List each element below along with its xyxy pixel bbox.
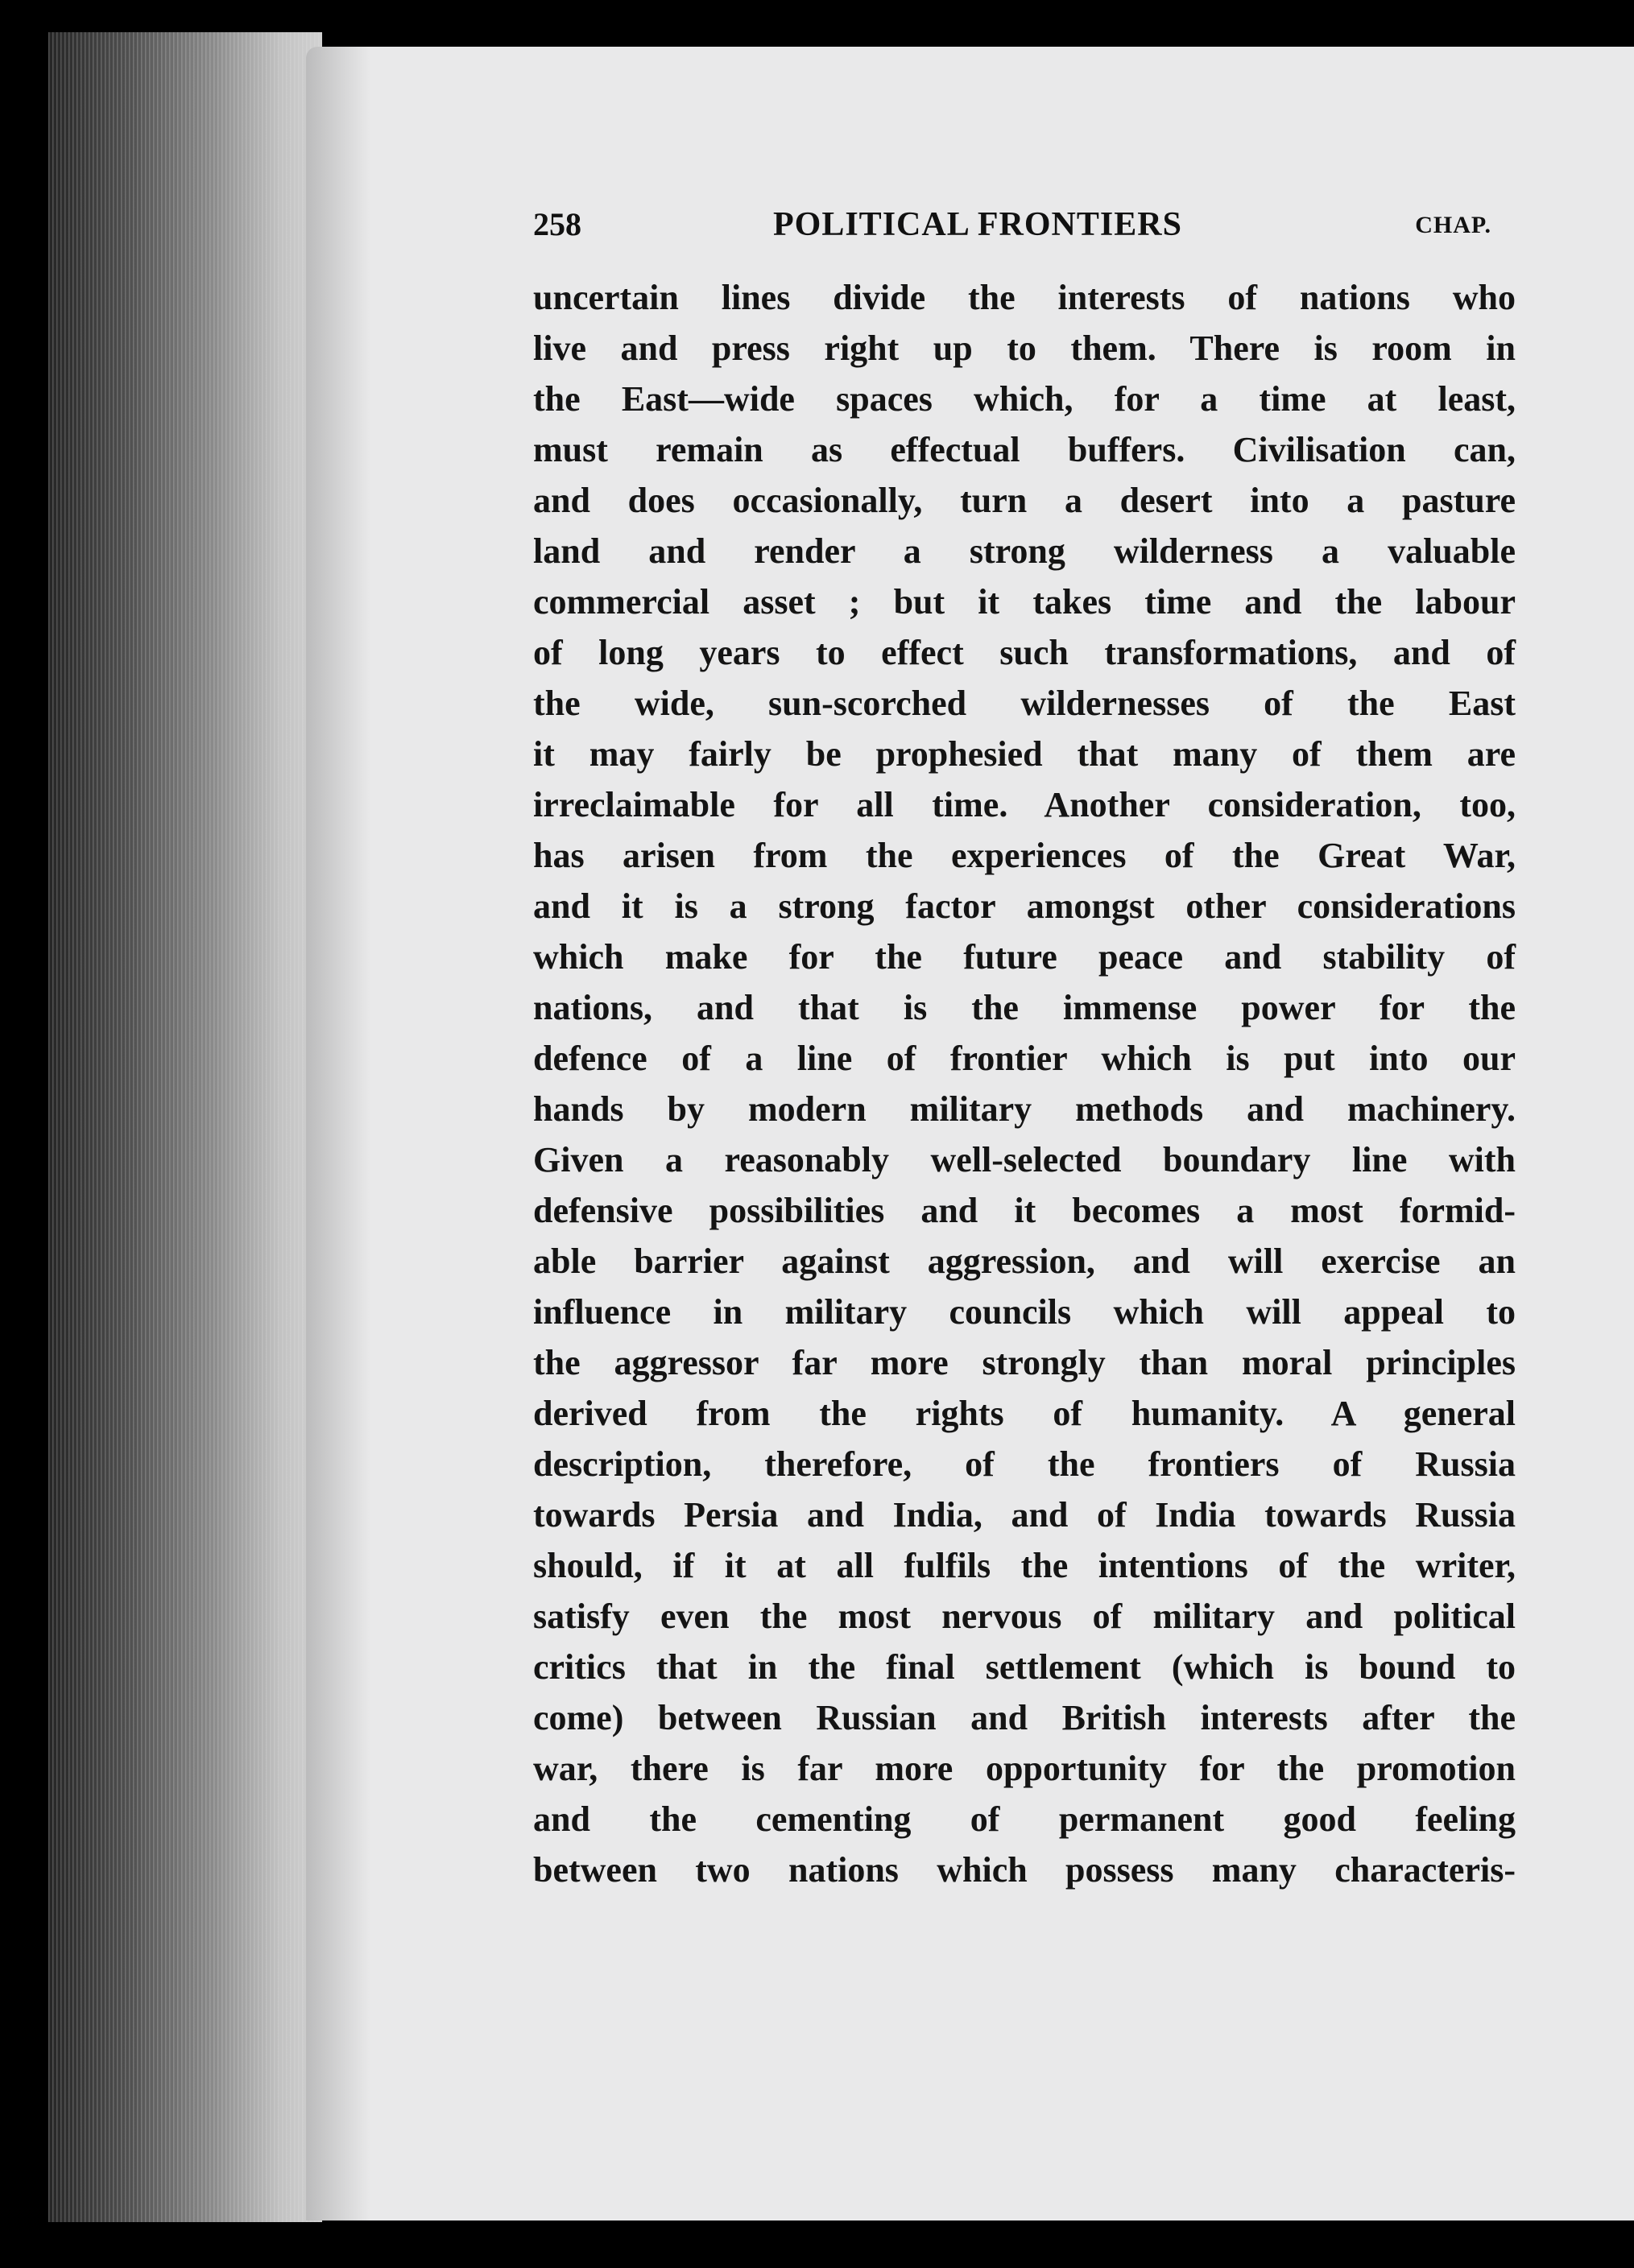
text-line: defence of a line of frontier which is put into our [533,1039,1516,1078]
text-line: must remain as effectual buffers. Civilisation can, [533,430,1516,469]
text-line: and it is a strong factor amongst other considerations [533,886,1516,926]
page-number: 258 [533,206,581,242]
text-line: hands by modern military methods and machinery. [533,1089,1516,1129]
text-line: the wide, sun-scorched wildernesses of the East [533,684,1516,723]
text-line: commercial asset ; but it takes time and the labour [533,582,1516,622]
text-line: towards Persia and India, and of India towards Russia [533,1495,1516,1535]
text-line: able barrier against aggression, and will exercise an [533,1241,1516,1281]
text-line: and does occasionally, turn a desert into a pasture [533,481,1516,520]
text-line: Given a reasonably well-selected boundary line with [533,1140,1516,1179]
text-line: uncertain lines divide the interests of nations who [533,278,1516,317]
text-line: the aggressor far more strongly than moral principles [533,1343,1516,1382]
running-header [533,205,1500,254]
text-line: critics that in the final settlement (which is bound to [533,1647,1516,1687]
text-line: has arisen from the experiences of the Great War, [533,836,1516,875]
text-line: the East—wide spaces which, for a time at least, [533,379,1516,419]
text-line: between two nations which possess many characteris- [533,1850,1516,1890]
page-gutter-shadow [306,47,370,2220]
text-line: influence in military councils which will appeal to [533,1292,1516,1332]
running-title: POLITICAL FRONTIERS [773,206,1182,243]
text-line: should, if it at all fulfils the intentions of the writer, [533,1546,1516,1585]
book-page-edges [48,32,322,2222]
text-line: and the cementing of permanent good feeling [533,1799,1516,1839]
chapter-abbreviation: CHAP. [1415,212,1491,238]
body-text [533,272,1516,1895]
text-line: irreclaimable for all time. Another consideration, too, [533,785,1516,824]
text-line: defensive possibilities and it becomes a most formid- [533,1191,1516,1230]
text-line: land and render a strong wilderness a valuable [533,531,1516,571]
text-line: derived from the rights of humanity. A general [533,1394,1516,1433]
text-line: war, there is far more opportunity for the promotion [533,1749,1516,1788]
text-line: description, therefore, of the frontiers of Russia [533,1444,1516,1484]
text-line: of long years to effect such transformations, and of [533,633,1516,672]
text-line: live and press right up to them. There is room in [533,328,1516,368]
text-line: come) between Russian and British interests after the [533,1698,1516,1737]
text-line: nations, and that is the immense power for the [533,988,1516,1027]
text-line: which make for the future peace and stability of [533,937,1516,977]
text-line: it may fairly be prophesied that many of them are [533,734,1516,774]
text-line: satisfy even the most nervous of military and political [533,1597,1516,1636]
